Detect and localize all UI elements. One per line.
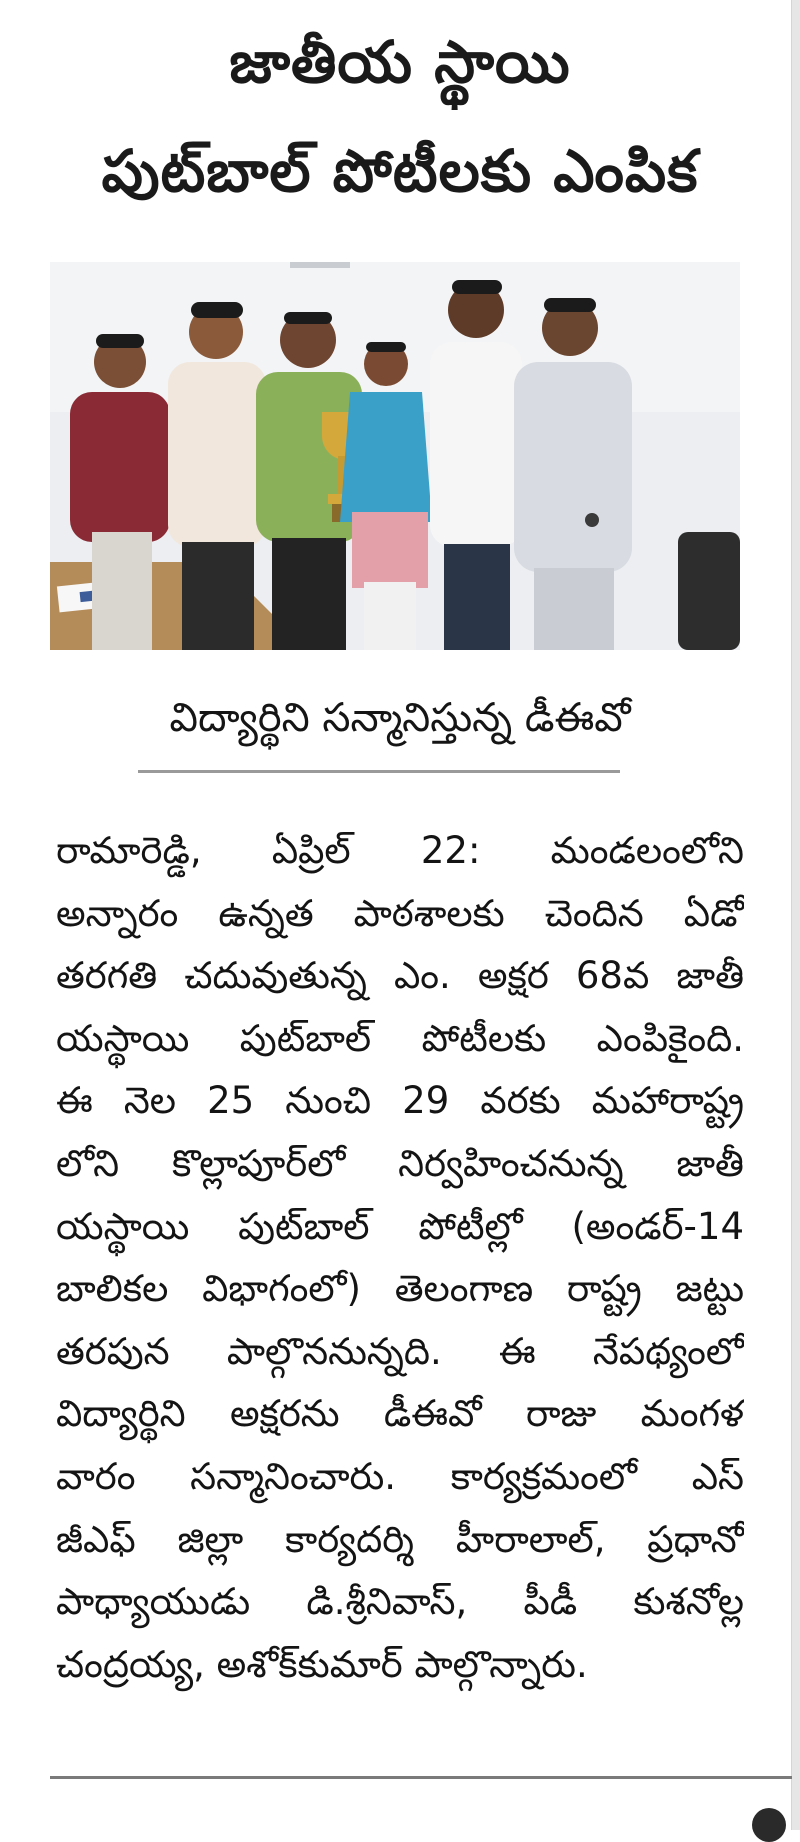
news-photo	[50, 262, 740, 650]
article-line: విద్యార్థిని అక్షరను డీఈవో రాజు మంగళ	[56, 1392, 744, 1436]
caption-divider	[138, 770, 620, 773]
article-line: లోని కొల్లాపూర్‌లో నిర్వహించనున్న జాతీ	[56, 1141, 744, 1185]
corner-circle-icon	[752, 1808, 786, 1842]
group-photo-illustration	[50, 262, 740, 650]
article-body	[56, 820, 744, 1696]
article-line: బాలికల విభాగంలో) తెలంగాణ రాష్ట్ర జట్టు	[56, 1267, 744, 1311]
article-line: జీఎఫ్ జిల్లా కార్యదర్శి హీరాలాల్, ప్రధానో	[56, 1517, 744, 1561]
article-line: తరగతి చదువుతున్న ఎం. అక్షర 68వ జాతీ	[56, 954, 744, 998]
page-edge-rule	[791, 0, 800, 1830]
article-line: రామారెడ్డి, ఏప్రిల్ 22: మండలంలోని	[56, 829, 744, 872]
article-line: ఈ నెల 25 నుంచి 29 వరకు మహారాష్ట్ర	[56, 1079, 744, 1123]
article-line: వారం సన్మానించారు. కార్యక్రమంలో ఎస్	[56, 1454, 744, 1498]
headline-line-2: పుట్‌బాల్ పోటీలకు ఎంపిక	[101, 137, 699, 205]
photo-caption: విద్యార్థిని సన్మానిస్తున్న డీఈవో	[169, 695, 631, 741]
headline-line-1: జాతీయ స్థాయి	[229, 28, 571, 96]
article-line: పాధ్యాయుడు డి.శ్రీనివాస్, పీడీ కుశనోల్ల	[56, 1580, 744, 1624]
article-line: యస్థాయి పుట్‌బాల్ పోటీలకు ఎంపికైంది.	[56, 1016, 744, 1060]
article-line: చంద్రయ్య, అశోక్‌కుమార్ పాల్గొన్నారు.	[56, 1642, 588, 1686]
bottom-divider	[50, 1776, 792, 1779]
article-line: అన్నారం ఉన్నత పాఠశాలకు చెందిన ఏడో	[56, 891, 744, 935]
article-line: తరపున పాల్గొననున్నది. ఈ నేపథ్యంలో	[56, 1329, 744, 1373]
article-line: యస్థాయి పుట్‌బాల్ పోటీల్లో (అండర్-14	[56, 1204, 744, 1248]
